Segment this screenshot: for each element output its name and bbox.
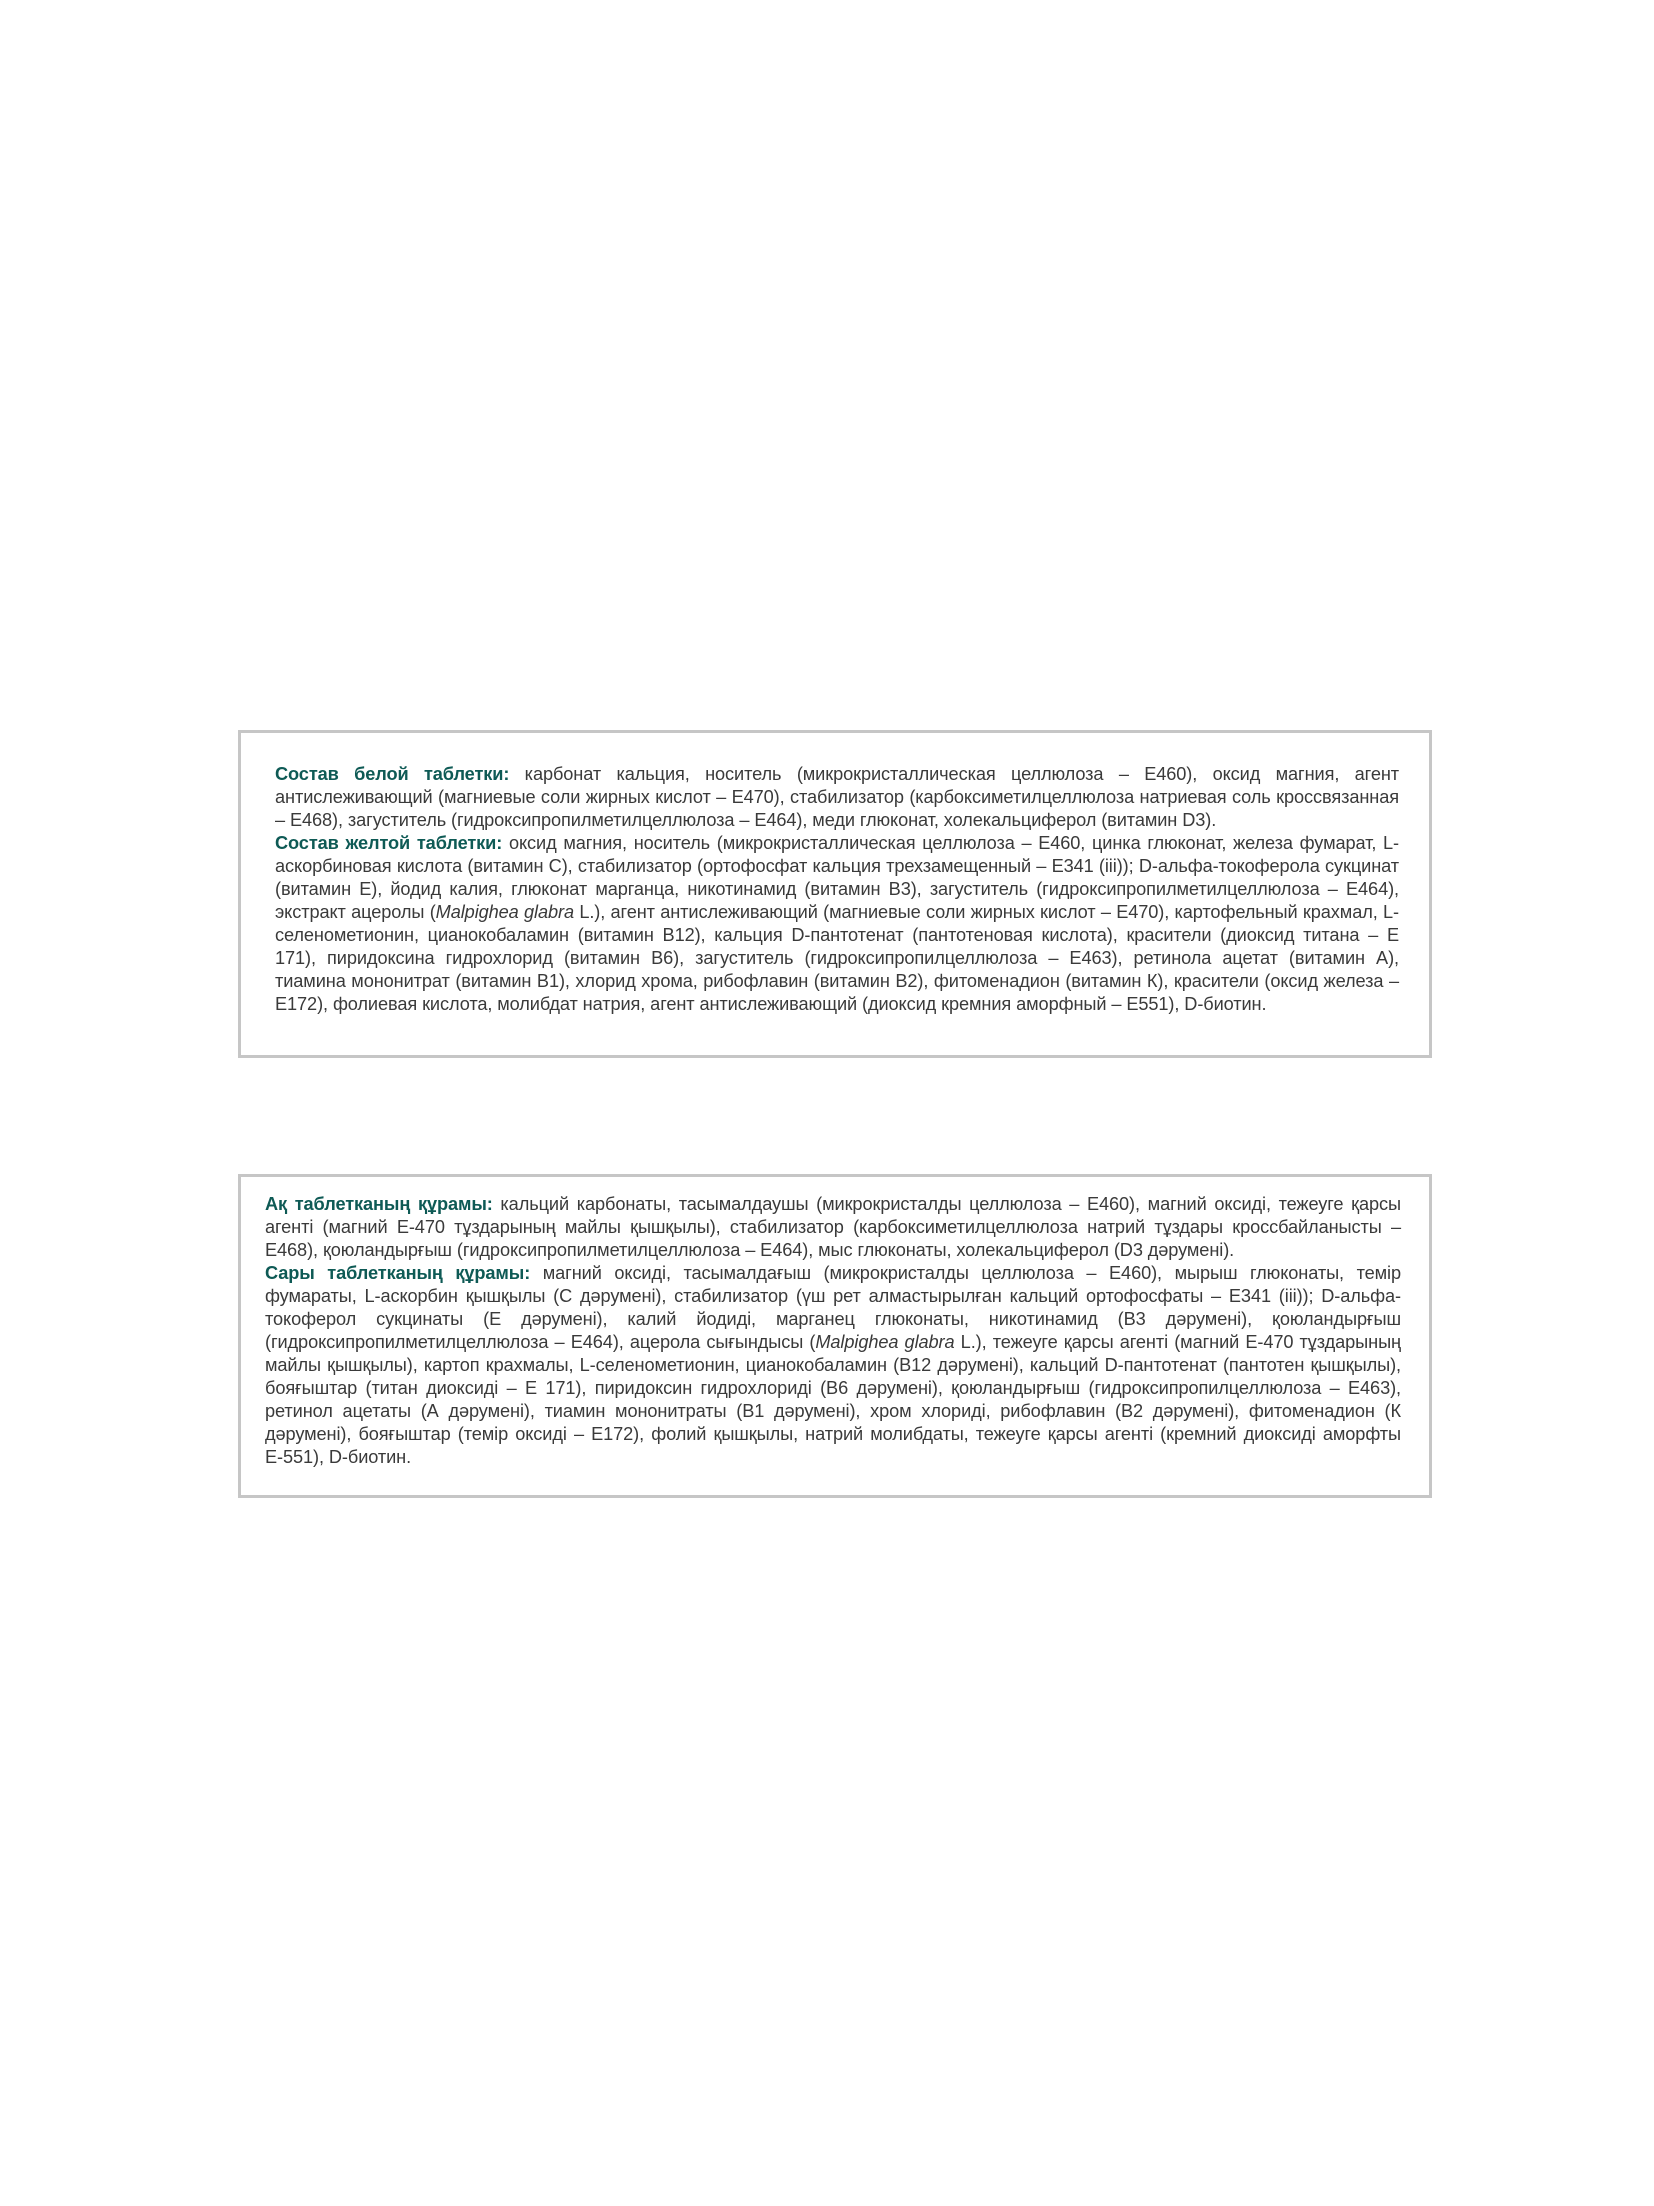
white-tablet-composition-kz — [265, 1193, 1401, 1262]
yellow-tablet-composition-ru — [275, 832, 1399, 1016]
yellow-tablet-text-kz-part1: магний оксиді, тасымалдағыш (микрокристалды целлюлоза – Е460), мырыш глюконаты, темір фумараты, L-аскорбин қышқылы (С дәрумені), стабилизатор (үш рет алмастырылған кальций ортофосфаты – Е341 (iii)); D-альфа-токоферол сукцинаты (Е дәрумені), калий йодиді, марганец глюконаты, никотинамид (В3 дәрумені), қоюландырғыш (гидроксипропилметилцеллюлоза – Е464), ацерола сығындысы ( — [265, 1263, 1401, 1352]
yellow-tablet-heading-ru: Состав желтой таблетки: — [275, 833, 503, 853]
yellow-tablet-text-ru-part2: L.), агент антислеживающий (магниевые соли жирных кислот – Е470), картофельный крахмал, L-селенометионин, цианокобаламин (витамин В12), кальция D-пантотенат (пантотеновая кислота), красители (диоксид титана – Е 171), пиридоксина гидрохлорид (витамин В6), загуститель (гидроксипропилцеллюлоза – Е463), ретинола ацетат (витамин А), тиамина мононитрат (витамин В1), хлорид хрома, рибофлавин (витамин В2), фитоменадион (витамин К), красители (оксид железа – Е172), фолиевая кислота, молибдат натрия, агент антислеживающий (диоксид кремния аморфный – Е551), D-биотин. — [275, 902, 1399, 1014]
yellow-tablet-composition-kz — [265, 1262, 1401, 1469]
russian-composition-box — [238, 730, 1432, 1058]
white-tablet-composition-ru — [275, 763, 1399, 832]
white-tablet-text-kz: кальций карбонаты, тасымалдаушы (микрокристалды целлюлоза – Е460), магний оксиді, тежеуге қарсы агенті (магний Е-470 тұздарының майлы қышқылы), стабилизатор (карбоксиметилцеллюлоза натрий тұздары кроссбайланысты – Е468), қоюландырғыш (гидроксипропилметилцеллюлоза – Е464), мыс глюконаты, холекальциферол (D3 дәрумені). — [265, 1194, 1401, 1260]
white-tablet-heading-kz: Ақ таблетканың құрамы: — [265, 1194, 493, 1214]
yellow-tablet-text-ru-part1: оксид магния, носитель (микрокристаллическая целлюлоза – Е460, цинка глюконат, железа фумарат, L-аскорбиновая кислота (витамин С), стабилизатор (ортофосфат кальция трехзамещенный – Е341 (iii)); D-альфа-токоферола сукцинат (витамин Е), йодид калия, глюконат марганца, никотинамид (витамин В3), загуститель (гидроксипропилметилцеллюлоза – Е464), экстракт ацеролы ( — [275, 833, 1399, 922]
yellow-tablet-heading-kz: Сары таблетканың құрамы: — [265, 1263, 531, 1283]
latin-name-ru: Malpighea glabra — [435, 902, 574, 922]
latin-name-kz: Malpighea glabra — [815, 1332, 955, 1352]
kazakh-composition-box — [238, 1174, 1432, 1498]
yellow-tablet-text-kz-part2: L.), тежеуге қарсы агенті (магний Е-470 тұздарының майлы қышқылы), картоп крахмалы, L-селенометионин, цианокобаламин (В12 дәрумені), кальций D-пантотенат (пантотен қышқылы), бояғыштар (титан диоксиді – Е 171), пиридоксин гидрохлориді (В6 дәрумені), қоюландырғыш (гидроксипропилцеллюлоза – Е463), ретинол ацетаты (А дәрумені), тиамин мононитраты (В1 дәрумені), хром хлориді, рибофлавин (В2 дәрумені), фитоменадион (К дәрумені), бояғыштар (темір оксиді – Е172), фолий қышқылы, натрий молибдаты, тежеуге қарсы агенті (кремний диоксиді аморфты Е-551), D-биотин. — [265, 1332, 1401, 1467]
white-tablet-text-ru: карбонат кальция, носитель (микрокристаллическая целлюлоза – Е460), оксид магния, агент антислеживающий (магниевые соли жирных кислот – Е470), стабилизатор (карбоксиметилцеллюлоза натриевая соль кроссвязанная – Е468), загуститель (гидроксипропилметилцеллюлоза – Е464), меди глюконат, холекальциферол (витамин D3). — [275, 764, 1400, 830]
white-tablet-heading-ru: Состав белой таблетки: — [275, 764, 510, 784]
